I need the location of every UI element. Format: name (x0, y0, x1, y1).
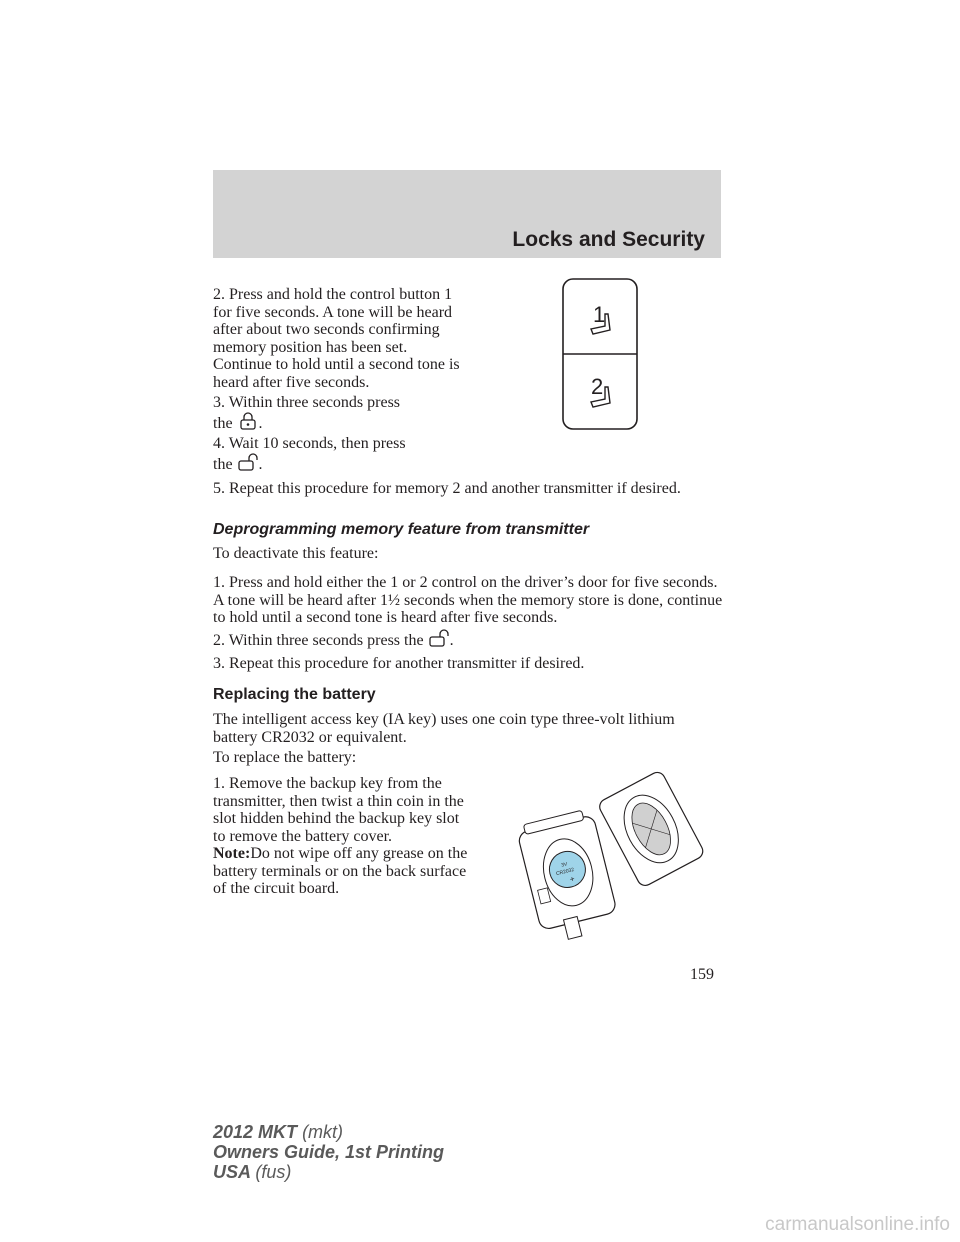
site-watermark[interactable]: carmanualsonline.info (765, 1214, 950, 1235)
footer-line-3 (213, 1162, 291, 1182)
battery-label-model: CR2032 (555, 866, 575, 878)
step-4-line2-prefix: the (213, 455, 233, 473)
battery-step-1: 1. Remove the backup key from the transmitter, then twist a thin coin in the slot hidden behind the backup key slot to remove the battery cover. (213, 775, 464, 845)
key-fob-illustration (505, 768, 720, 940)
step-3-line2-prefix: the (213, 414, 233, 432)
footer-region-code: (fus) (255, 1162, 292, 1182)
unlock-icon (428, 629, 450, 647)
svg-text:+: + (568, 874, 576, 885)
lock-icon (237, 412, 259, 430)
battery-sub: To replace the battery: (213, 749, 357, 766)
page-number: 159 (690, 966, 714, 983)
note-text: Do not wipe off any grease on the battery terminals or on the back surface of the circuit board. (213, 845, 468, 897)
footer-region: USA (213, 1162, 251, 1182)
deprogram-step-2-text: 2. Within three seconds press the (213, 632, 424, 649)
step-5-text: 5. Repeat this procedure for memory 2 and another transmitter if desired. (213, 480, 681, 497)
note-label: Note: (213, 845, 251, 862)
battery-label-voltage: 3V (560, 861, 569, 869)
memory-buttons-illustration (555, 274, 645, 434)
deprogram-intro: To deactivate this feature: (213, 545, 379, 562)
memory-button-1-label: 1 (593, 302, 606, 327)
battery-note (213, 845, 471, 898)
memory-button-2-label: 2 (591, 374, 604, 399)
deprogram-heading: Deprogramming memory feature from transmitter (213, 521, 590, 538)
footer-model-code: (mkt) (302, 1122, 344, 1142)
unlock-icon (237, 453, 259, 471)
deprogram-step-3: 3. Repeat this procedure for another transmitter if desired. (213, 655, 585, 672)
footer-model: 2012 MKT (213, 1122, 298, 1142)
deprogram-step-1: 1. Press and hold either the 1 or 2 control on the driver’s door for five seconds. A tone will be heard after 1½ seconds when the memory store is done, continue to hold until a second tone is heard after five seconds. (213, 574, 723, 626)
step-4-line1: 4. Wait 10 seconds, then press (213, 435, 406, 452)
footer-line-2: Owners Guide, 1st Printing (213, 1142, 445, 1162)
section-header (213, 170, 721, 258)
step-3-line1: 3. Within three seconds press (213, 394, 401, 411)
footer-line-1 (213, 1122, 343, 1142)
step-3: 3. Within three seconds press the . (213, 394, 401, 432)
deprogram-step-2: 2. Within three seconds press the . (213, 629, 454, 650)
battery-intro: The intelligent access key (IA key) uses one coin type three-volt lithium battery CR2032 or equivalent. (213, 711, 675, 746)
step-2-text: 2. Press and hold the control button 1 for five seconds. A tone will be heard after about two seconds confirming memory position has been set. Continue to hold until a second tone is heard after five seconds. (213, 286, 460, 391)
battery-heading: Replacing the battery (213, 686, 376, 703)
step-4: 4. Wait 10 seconds, then press the . (213, 435, 406, 473)
section-title: Locks and Security (512, 228, 705, 251)
